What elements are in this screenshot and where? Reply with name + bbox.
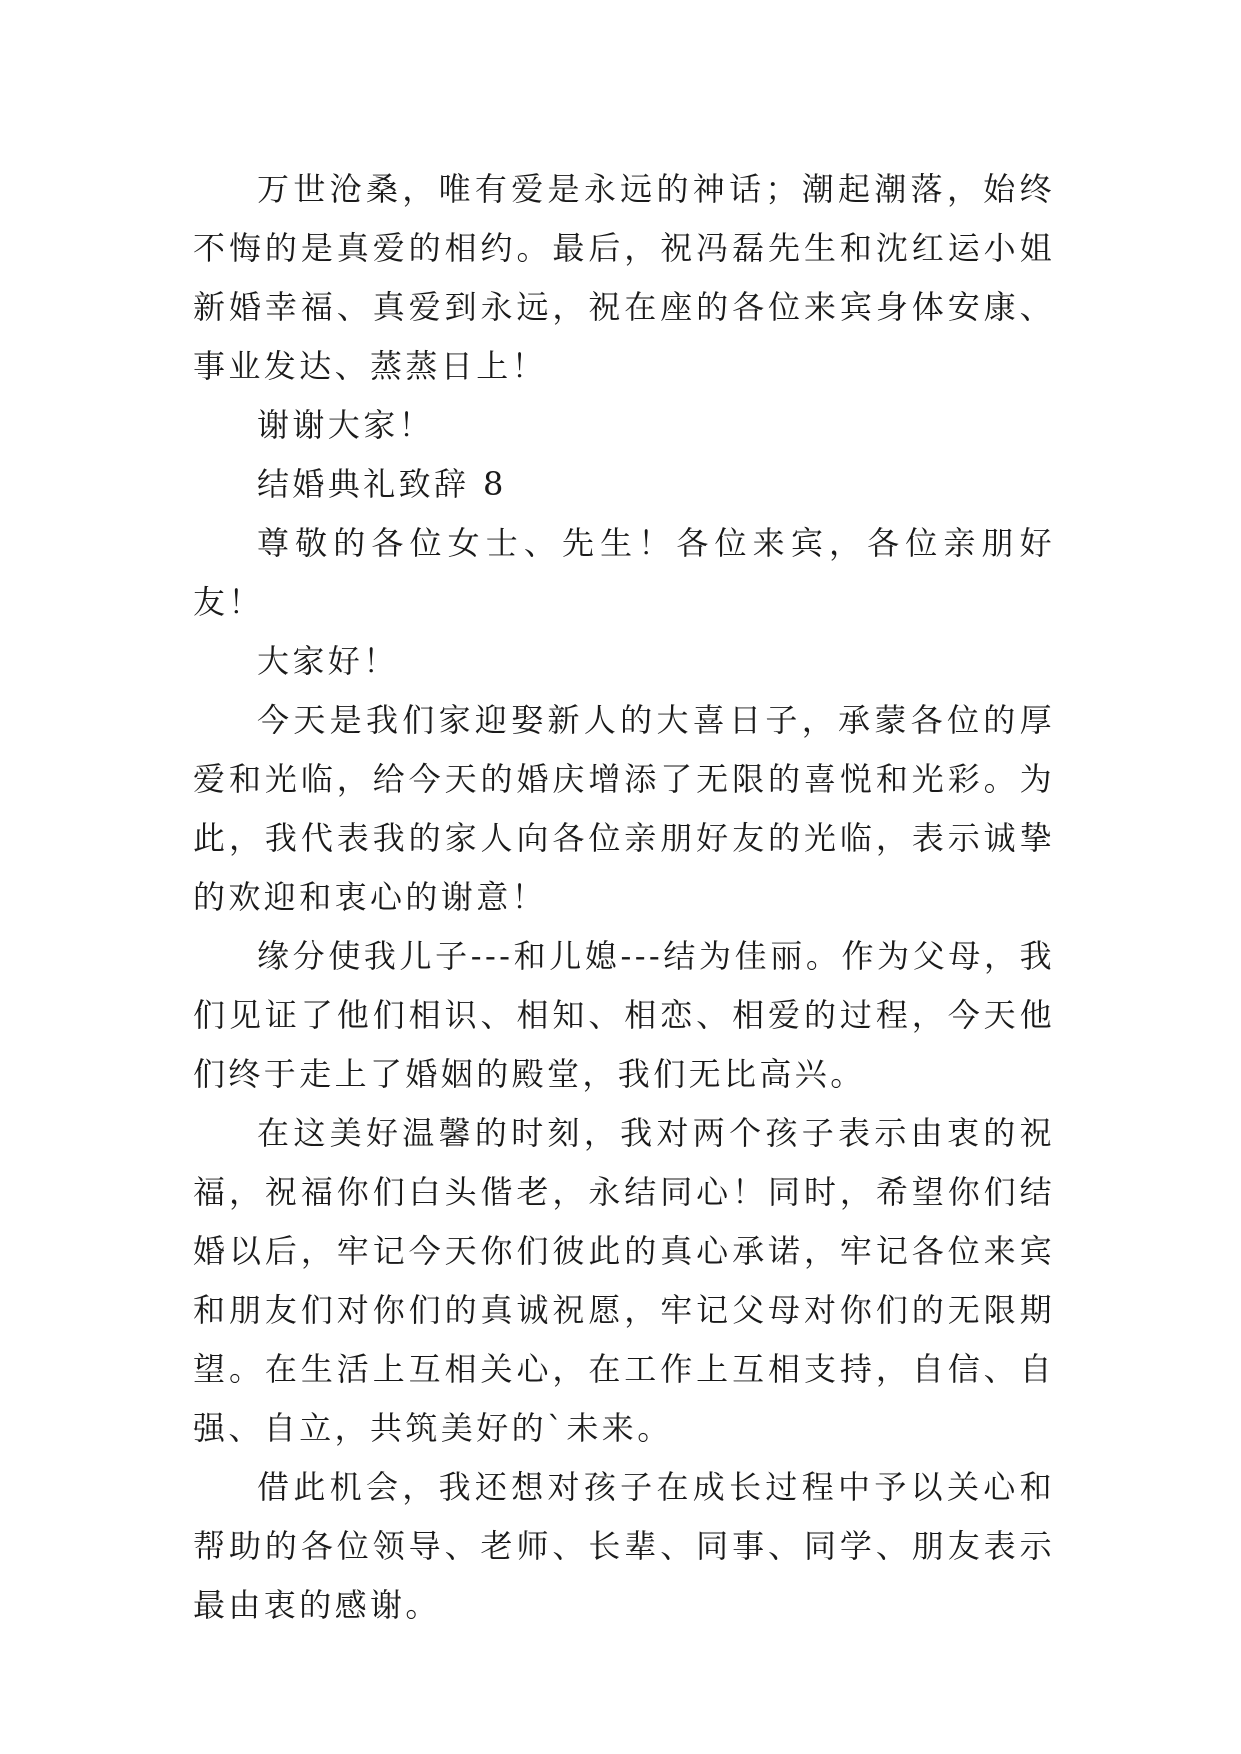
paragraph-welcome: 今天是我们家迎娶新人的大喜日子，承蒙各位的厚爱和光临，给今天的婚庆增添了无限的喜悦和光彩。为此，我代表我的家人向各位亲朋好友的光临，表示诚挚的欢迎和衷心的谢意！ — [193, 701, 1055, 916]
paragraph-closing-wishes: 万世沧桑，唯有爱是永远的神话；潮起潮落，始终不悔的是真爱的相约。最后，祝冯磊先生和沈红运小姐新婚幸福、真爱到永远，祝在座的各位来宾身体安康、事业发达、蒸蒸日上！ — [193, 170, 1055, 385]
paragraph-greeting: 大家好！ — [257, 642, 399, 680]
paragraph-blessing: 在这美好温馨的时刻，我对两个孩子表示由衷的祝福，祝福你们白头偕老，永结同心！同时，希望你们结婚以后，牢记今天你们彼此的真心承诺，牢记各位来宾和朋友们对你们的真诚祝愿，牢记父母对你们的无限期望。在生活上互相关心，在工作上互相支持，自信、自强、自立，共筑美好的`未来。 — [193, 1114, 1055, 1447]
paragraph-salutation: 尊敬的各位女士、先生！各位来宾，各位亲朋好友！ — [193, 524, 1055, 621]
paragraph-fate: 缘分使我儿子---和儿媳---结为佳丽。作为父母，我们见证了他们相识、相知、相恋、相爱的过程，今天他们终于走上了婚姻的殿堂，我们无比高兴。 — [193, 937, 1055, 1093]
paragraph-gratitude: 借此机会，我还想对孩子在成长过程中予以关心和帮助的各位领导、老师、长辈、同事、同学、朋友表示最由衷的感谢。 — [193, 1468, 1055, 1624]
paragraph-thanks: 谢谢大家！ — [257, 406, 435, 444]
section-heading: 结婚典礼致辞 8 — [257, 465, 507, 503]
document-body — [193, 160, 1055, 1635]
